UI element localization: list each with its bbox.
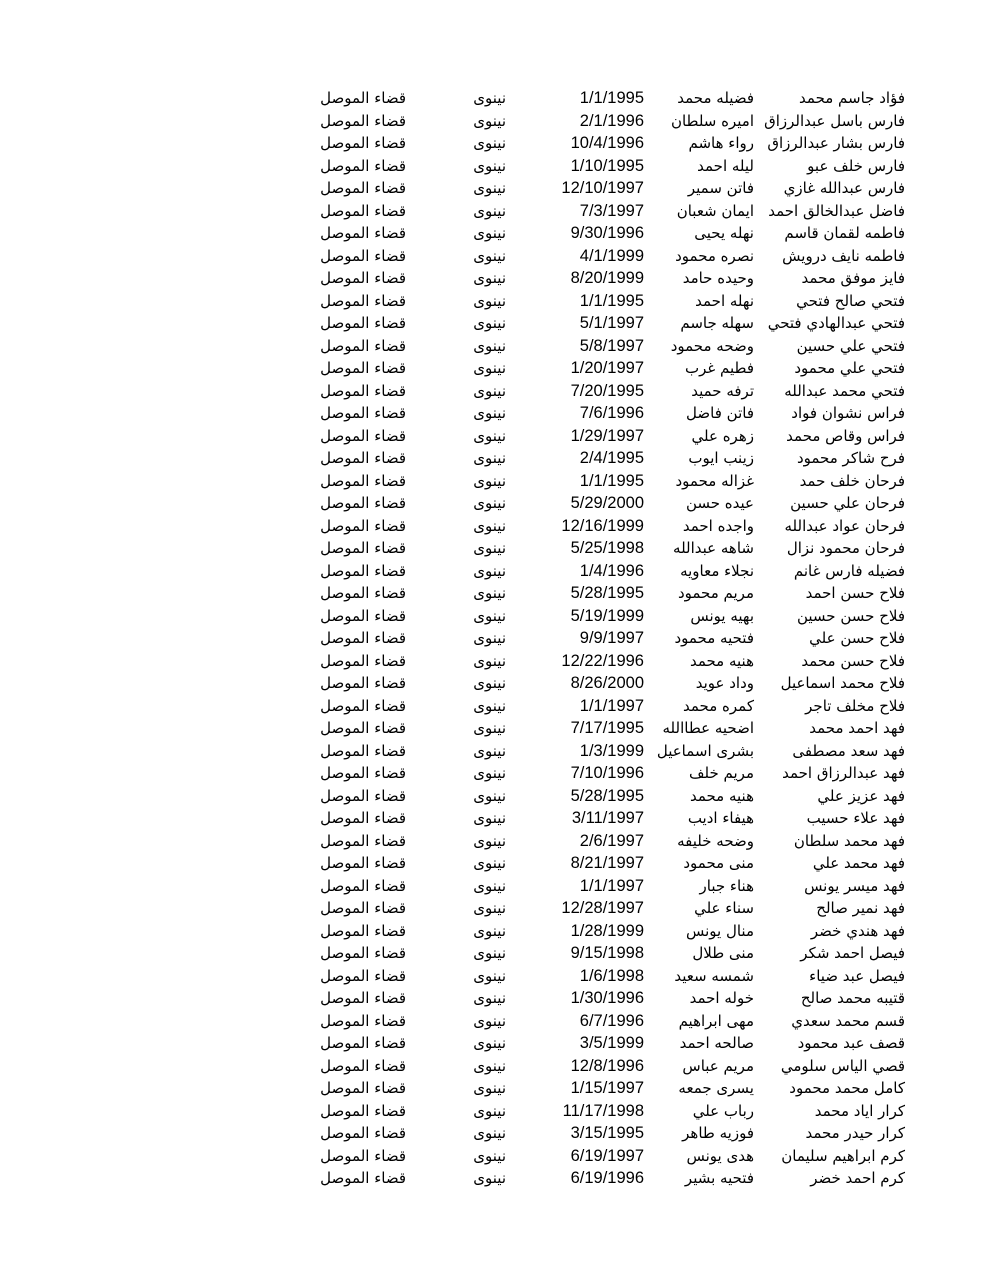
table-row (0, 942, 989, 965)
birth-date-cell: 8/21/1997 (570, 854, 644, 872)
table-row (0, 1010, 989, 1033)
mother-name-cell: وداد عويد (695, 674, 754, 692)
birth-date-cell: 1/29/1997 (570, 426, 644, 445)
table-row (0, 335, 989, 358)
mother-name-cell: كمره محمد (683, 696, 754, 715)
birth-date-cell: 2/1/1996 (579, 111, 644, 130)
birth-date-cell: 1/4/1996 (579, 561, 644, 580)
birth-date-cell: 12/22/1996 (561, 651, 644, 670)
governorate-cell: نينوى (473, 494, 506, 512)
mother-name-cell: منى محمود (683, 854, 754, 872)
district-cell: قضاء الموصل (320, 449, 406, 467)
table-row (0, 222, 989, 245)
governorate-cell: نينوى (473, 449, 506, 467)
birth-date-cell: 1/30/1996 (570, 989, 644, 1007)
mother-name-cell: مريم محمود (677, 584, 754, 602)
mother-name-cell: واجده احمد (682, 516, 754, 535)
district-cell: قضاء الموصل (320, 404, 406, 422)
district-cell: قضاء الموصل (320, 831, 406, 850)
district-cell: قضاء الموصل (320, 674, 406, 692)
birth-date-cell: 5/28/1995 (570, 584, 644, 602)
district-cell: قضاء الموصل (320, 494, 406, 512)
table-row (0, 537, 989, 560)
table-row (0, 245, 989, 268)
person-name-cell: فارس خلف عبو (807, 156, 905, 175)
governorate-cell: نينوى (473, 201, 506, 220)
person-name-cell: فهد محمد سلطان (793, 831, 905, 850)
table-row (0, 717, 989, 740)
mother-name-cell: فطيم غرب (685, 359, 754, 377)
person-name-cell: فتحي محمد عبدالله (784, 381, 905, 400)
person-name-cell: كامل محمد محمود (789, 1079, 905, 1097)
person-name-cell: فهد عزيز علي (817, 786, 905, 805)
district-cell: قضاء الموصل (320, 201, 406, 220)
district-cell: قضاء الموصل (320, 336, 406, 355)
birth-date-cell: 7/6/1996 (579, 404, 644, 422)
governorate-cell: نينوى (473, 786, 506, 805)
governorate-cell: نينوى (473, 584, 506, 602)
governorate-cell: نينوى (473, 224, 506, 242)
birth-date-cell: 1/20/1997 (570, 359, 644, 377)
governorate-cell: نينوى (473, 1101, 506, 1120)
person-name-cell: فؤاد جاسم محمد (799, 89, 905, 107)
table-row (0, 267, 989, 290)
table-row (0, 560, 989, 583)
birth-date-cell: 1/1/1997 (579, 696, 644, 715)
table-row (0, 110, 989, 133)
governorate-cell: نينوى (473, 539, 506, 557)
person-name-cell: فارس عبدالله غازي (783, 179, 905, 197)
table-row (0, 1077, 989, 1100)
district-cell: قضاء الموصل (320, 651, 406, 670)
governorate-cell: نينوى (473, 516, 506, 535)
table-row (0, 1032, 989, 1055)
table-row (0, 155, 989, 178)
table-row (0, 807, 989, 830)
governorate-cell: نينوى (473, 404, 506, 422)
table-row (0, 515, 989, 538)
table-row (0, 380, 989, 403)
district-cell: قضاء الموصل (320, 786, 406, 805)
mother-name-cell: عيده حسن (685, 494, 754, 512)
district-cell: قضاء الموصل (320, 111, 406, 130)
table-row (0, 830, 989, 853)
person-name-cell: فارس باسل عبدالرزاق (764, 111, 905, 130)
birth-date-cell: 6/19/1997 (570, 1146, 644, 1165)
person-name-cell: فراس وقاص محمد (786, 426, 905, 445)
person-name-cell: فلاح حسن احمد (805, 584, 905, 602)
district-cell: قضاء الموصل (320, 989, 406, 1007)
governorate-cell: نينوى (473, 1146, 506, 1165)
table-row (0, 200, 989, 223)
governorate-cell: نينوى (473, 651, 506, 670)
birth-date-cell: 1/1/1995 (579, 471, 644, 490)
governorate-cell: نينوى (473, 471, 506, 490)
mother-name-cell: منى طلال (692, 944, 754, 962)
governorate-cell: نينوى (473, 291, 506, 310)
birth-date-cell: 9/30/1996 (570, 224, 644, 242)
mother-name-cell: نهله احمد (695, 291, 754, 310)
governorate-cell: نينوى (473, 1034, 506, 1052)
governorate-cell: نينوى (473, 359, 506, 377)
birth-date-cell: 9/15/1998 (570, 944, 644, 962)
birth-date-cell: 1/6/1998 (579, 966, 644, 985)
mother-name-cell: هيفاء اديب (687, 809, 754, 827)
person-name-cell: قصف عبد محمود (797, 1034, 905, 1052)
table-row (0, 470, 989, 493)
mother-name-cell: ايمان شعبان (676, 201, 754, 220)
table-row (0, 785, 989, 808)
birth-date-cell: 1/15/1997 (570, 1079, 644, 1097)
mother-name-cell: مريم خلف (688, 764, 754, 782)
mother-name-cell: فوزيه طاهر (682, 1124, 754, 1142)
birth-date-cell: 5/28/1995 (570, 786, 644, 805)
person-name-cell: فيصل عبد ضياء (809, 966, 905, 985)
table-row (0, 650, 989, 673)
birth-date-cell: 5/29/2000 (570, 494, 644, 512)
district-cell: قضاء الموصل (320, 1056, 406, 1075)
mother-name-cell: ليله احمد (697, 156, 754, 175)
mother-name-cell: نهله يحيى (694, 224, 754, 242)
person-name-cell: فتحي صالح فتحي (796, 291, 905, 310)
birth-date-cell: 12/10/1997 (561, 179, 644, 197)
person-name-cell: فلاح حسن محمد (801, 651, 905, 670)
mother-name-cell: هدى يونس (686, 1146, 754, 1165)
table-row (0, 312, 989, 335)
district-cell: قضاء الموصل (320, 1124, 406, 1142)
governorate-cell: نينوى (473, 269, 506, 287)
district-cell: قضاء الموصل (320, 89, 406, 107)
district-cell: قضاء الموصل (320, 944, 406, 962)
governorate-cell: نينوى (473, 111, 506, 130)
governorate-cell: نينوى (473, 764, 506, 782)
district-cell: قضاء الموصل (320, 876, 406, 895)
person-name-cell: فلاح حسن حسين (796, 606, 905, 625)
governorate-cell: نينوى (473, 696, 506, 715)
mother-name-cell: مريم عباس (682, 1056, 754, 1075)
birth-date-cell: 3/15/1995 (570, 1124, 644, 1142)
table-row (0, 425, 989, 448)
mother-name-cell: رباب علي (692, 1101, 754, 1120)
table-row (0, 740, 989, 763)
birth-date-cell: 12/8/1996 (570, 1056, 644, 1075)
mother-name-cell: غزاله محمود (675, 471, 754, 490)
district-cell: قضاء الموصل (320, 426, 406, 445)
person-name-cell: فارس بشار عبدالرزاق (767, 134, 905, 152)
district-cell: قضاء الموصل (320, 134, 406, 152)
birth-date-cell: 1/28/1999 (570, 921, 644, 940)
district-cell: قضاء الموصل (320, 966, 406, 985)
birth-date-cell: 7/10/1996 (570, 764, 644, 782)
mother-name-cell: فتحيه محمود (674, 629, 754, 647)
birth-date-cell: 11/17/1998 (562, 1101, 644, 1120)
table-row (0, 987, 989, 1010)
district-cell: قضاء الموصل (320, 584, 406, 602)
person-name-cell: قتيبه محمد صالح (800, 989, 905, 1007)
district-cell: قضاء الموصل (320, 539, 406, 557)
person-name-cell: فهد سعد مصطفى (792, 741, 905, 760)
mother-name-cell: صالحه احمد (679, 1034, 754, 1052)
mother-name-cell: نجلاء معاويه (680, 561, 754, 580)
person-name-cell: كرار حيدر محمد (805, 1124, 905, 1142)
district-cell: قضاء الموصل (320, 471, 406, 490)
mother-name-cell: ترفه حميد (691, 381, 754, 400)
governorate-cell: نينوى (473, 876, 506, 895)
district-cell: قضاء الموصل (320, 381, 406, 400)
table-row (0, 447, 989, 470)
governorate-cell: نينوى (473, 314, 506, 332)
governorate-cell: نينوى (473, 1056, 506, 1075)
person-name-cell: فرحان علي حسين (790, 494, 905, 512)
mother-name-cell: خوله احمد (689, 989, 754, 1007)
governorate-cell: نينوى (473, 1079, 506, 1097)
district-cell: قضاء الموصل (320, 1169, 406, 1187)
mother-name-cell: هناء جبار (699, 876, 754, 895)
person-name-cell: قصي الياس سلومي (780, 1056, 905, 1075)
governorate-cell: نينوى (473, 381, 506, 400)
table-row (0, 762, 989, 785)
mother-name-cell: هنيه محمد (689, 786, 754, 805)
district-cell: قضاء الموصل (320, 179, 406, 197)
person-name-cell: فلاح حسن علي (809, 629, 905, 647)
person-name-cell: فهد ميسر يونس (804, 876, 905, 895)
governorate-cell: نينوى (473, 719, 506, 737)
person-name-cell: فهد محمد علي (812, 854, 905, 872)
records-table (0, 87, 989, 1190)
table-row (0, 290, 989, 313)
birth-date-cell: 7/3/1997 (579, 201, 644, 220)
governorate-cell: نينوى (473, 831, 506, 850)
table-row (0, 132, 989, 155)
birth-date-cell: 8/26/2000 (570, 674, 644, 692)
governorate-cell: نينوى (473, 989, 506, 1007)
person-name-cell: فهد احمد محمد (809, 719, 905, 737)
table-row (0, 402, 989, 425)
mother-name-cell: فاتن سمير (687, 179, 754, 197)
birth-date-cell: 5/8/1997 (579, 336, 644, 355)
person-name-cell: فرحان عواد عبدالله (784, 516, 905, 535)
person-name-cell: فراس نشوان فواد (791, 404, 905, 422)
district-cell: قضاء الموصل (320, 291, 406, 310)
district-cell: قضاء الموصل (320, 1146, 406, 1165)
table-row (0, 672, 989, 695)
person-name-cell: فتحي عبدالهادي فتحي (767, 314, 905, 332)
birth-date-cell: 3/5/1999 (579, 1034, 644, 1052)
birth-date-cell: 9/9/1997 (579, 629, 644, 647)
person-name-cell: فرحان محمود نزال (786, 539, 905, 557)
table-row (0, 627, 989, 650)
mother-name-cell: فاتن فاضل (686, 404, 754, 422)
table-row (0, 582, 989, 605)
governorate-cell: نينوى (473, 426, 506, 445)
person-name-cell: فاطمه نايف درويش (782, 246, 905, 265)
table-row (0, 1145, 989, 1168)
person-name-cell: كرم ابراهيم سليمان (781, 1146, 905, 1165)
district-cell: قضاء الموصل (320, 269, 406, 287)
governorate-cell: نينوى (473, 966, 506, 985)
district-cell: قضاء الموصل (320, 246, 406, 265)
birth-date-cell: 6/7/1996 (579, 1011, 644, 1030)
governorate-cell: نينوى (473, 899, 506, 917)
district-cell: قضاء الموصل (320, 809, 406, 827)
district-cell: قضاء الموصل (320, 921, 406, 940)
birth-date-cell: 5/1/1997 (579, 314, 644, 332)
district-cell: قضاء الموصل (320, 719, 406, 737)
person-name-cell: فلاح مخلف تاجر (805, 696, 905, 715)
table-row (0, 357, 989, 380)
governorate-cell: نينوى (473, 179, 506, 197)
table-row (0, 177, 989, 200)
mother-name-cell: فضيله محمد (677, 89, 754, 107)
governorate-cell: نينوى (473, 336, 506, 355)
person-name-cell: فضيله فارس غانم (793, 561, 905, 580)
person-name-cell: فرح شاكر محمود (796, 449, 905, 467)
birth-date-cell: 1/1/1997 (579, 876, 644, 895)
mother-name-cell: زهره علي (691, 426, 754, 445)
person-name-cell: فهد عبدالرزاق احمد (782, 764, 905, 782)
person-name-cell: فتحي علي محمود (794, 359, 905, 377)
mother-name-cell: رواء هاشم (688, 134, 754, 152)
table-row (0, 87, 989, 110)
governorate-cell: نينوى (473, 809, 506, 827)
mother-name-cell: بهيه يونس (690, 606, 754, 625)
person-name-cell: فايز موفق محمد (801, 269, 905, 287)
person-name-cell: فلاح محمد اسماعيل (780, 674, 905, 692)
birth-date-cell: 5/19/1999 (570, 606, 644, 625)
district-cell: قضاء الموصل (320, 1101, 406, 1120)
birth-date-cell: 5/25/1998 (570, 539, 644, 557)
birth-date-cell: 12/28/1997 (561, 899, 644, 917)
person-name-cell: كرار اياد محمد (814, 1101, 905, 1120)
governorate-cell: نينوى (473, 741, 506, 760)
table-row (0, 875, 989, 898)
governorate-cell: نينوى (473, 854, 506, 872)
mother-name-cell: فتحيه بشير (684, 1169, 754, 1187)
table-row (0, 1167, 989, 1190)
district-cell: قضاء الموصل (320, 1079, 406, 1097)
table-row (0, 605, 989, 628)
person-name-cell: فهد نمير صالح (816, 899, 905, 917)
table-row (0, 1055, 989, 1078)
person-name-cell: فاضل عبدالخالق احمد (768, 201, 905, 220)
mother-name-cell: شمسه سعيد (674, 966, 754, 985)
district-cell: قضاء الموصل (320, 1011, 406, 1030)
governorate-cell: نينوى (473, 944, 506, 962)
mother-name-cell: نصره محمود (675, 246, 754, 265)
district-cell: قضاء الموصل (320, 359, 406, 377)
governorate-cell: نينوى (473, 1124, 506, 1142)
mother-name-cell: زينب ايوب (688, 449, 754, 467)
governorate-cell: نينوى (473, 1169, 506, 1187)
district-cell: قضاء الموصل (320, 606, 406, 625)
district-cell: قضاء الموصل (320, 854, 406, 872)
person-name-cell: كرم احمد خضر (810, 1169, 905, 1187)
person-name-cell: فيصل احمد شكر (800, 944, 905, 962)
mother-name-cell: يسرى جمعه (678, 1079, 754, 1097)
table-row (0, 1100, 989, 1123)
mother-name-cell: اميره سلطان (670, 111, 754, 130)
governorate-cell: نينوى (473, 156, 506, 175)
governorate-cell: نينوى (473, 89, 506, 107)
table-row (0, 1122, 989, 1145)
mother-name-cell: اضحيه عطاالله (662, 719, 754, 737)
district-cell: قضاء الموصل (320, 629, 406, 647)
district-cell: قضاء الموصل (320, 314, 406, 332)
birth-date-cell: 8/20/1999 (570, 269, 644, 287)
district-cell: قضاء الموصل (320, 696, 406, 715)
district-cell: قضاء الموصل (320, 561, 406, 580)
mother-name-cell: سناء علي (694, 899, 754, 917)
district-cell: قضاء الموصل (320, 764, 406, 782)
birth-date-cell: 1/10/1995 (570, 156, 644, 175)
district-cell: قضاء الموصل (320, 741, 406, 760)
table-row (0, 897, 989, 920)
mother-name-cell: وحيده حامد (682, 269, 754, 287)
birth-date-cell: 1/1/1995 (579, 89, 644, 107)
table-row (0, 695, 989, 718)
person-name-cell: فاطمه لقمان قاسم (784, 224, 905, 242)
governorate-cell: نينوى (473, 629, 506, 647)
person-name-cell: فتحي علي حسين (796, 336, 905, 355)
birth-date-cell: 1/1/1995 (579, 291, 644, 310)
mother-name-cell: هنيه محمد (689, 651, 754, 670)
table-row (0, 920, 989, 943)
mother-name-cell: وضحه خليفه (677, 831, 754, 850)
governorate-cell: نينوى (473, 134, 506, 152)
birth-date-cell: 12/16/1999 (561, 516, 644, 535)
district-cell: قضاء الموصل (320, 899, 406, 917)
table-row (0, 852, 989, 875)
governorate-cell: نينوى (473, 674, 506, 692)
birth-date-cell: 2/6/1997 (579, 831, 644, 850)
mother-name-cell: مهى ابراهيم (678, 1011, 754, 1030)
mother-name-cell: سهله جاسم (680, 314, 754, 332)
person-name-cell: فرحان خلف حمد (799, 471, 905, 490)
person-name-cell: فهد هندي خضر (810, 921, 905, 940)
person-name-cell: قسم محمد سعدي (791, 1011, 905, 1030)
district-cell: قضاء الموصل (320, 156, 406, 175)
table-row (0, 965, 989, 988)
governorate-cell: نينوى (473, 606, 506, 625)
birth-date-cell: 3/11/1997 (571, 809, 644, 827)
person-name-cell: فهد علاء حسيب (806, 809, 905, 827)
birth-date-cell: 10/4/1996 (570, 134, 644, 152)
district-cell: قضاء الموصل (320, 224, 406, 242)
mother-name-cell: منال يونس (685, 921, 754, 940)
mother-name-cell: بشرى اسماعيل (656, 741, 754, 760)
governorate-cell: نينوى (473, 921, 506, 940)
district-cell: قضاء الموصل (320, 1034, 406, 1052)
governorate-cell: نينوى (473, 1011, 506, 1030)
mother-name-cell: وضحه محمود (670, 336, 754, 355)
governorate-cell: نينوى (473, 246, 506, 265)
district-cell: قضاء الموصل (320, 516, 406, 535)
birth-date-cell: 4/1/1999 (579, 246, 644, 265)
table-row (0, 492, 989, 515)
birth-date-cell: 1/3/1999 (579, 741, 644, 760)
birth-date-cell: 2/4/1995 (579, 449, 644, 467)
birth-date-cell: 7/17/1995 (570, 719, 644, 737)
birth-date-cell: 7/20/1995 (570, 381, 644, 400)
mother-name-cell: شاهه عبدالله (673, 539, 754, 557)
birth-date-cell: 6/19/1996 (570, 1169, 644, 1187)
governorate-cell: نينوى (473, 561, 506, 580)
